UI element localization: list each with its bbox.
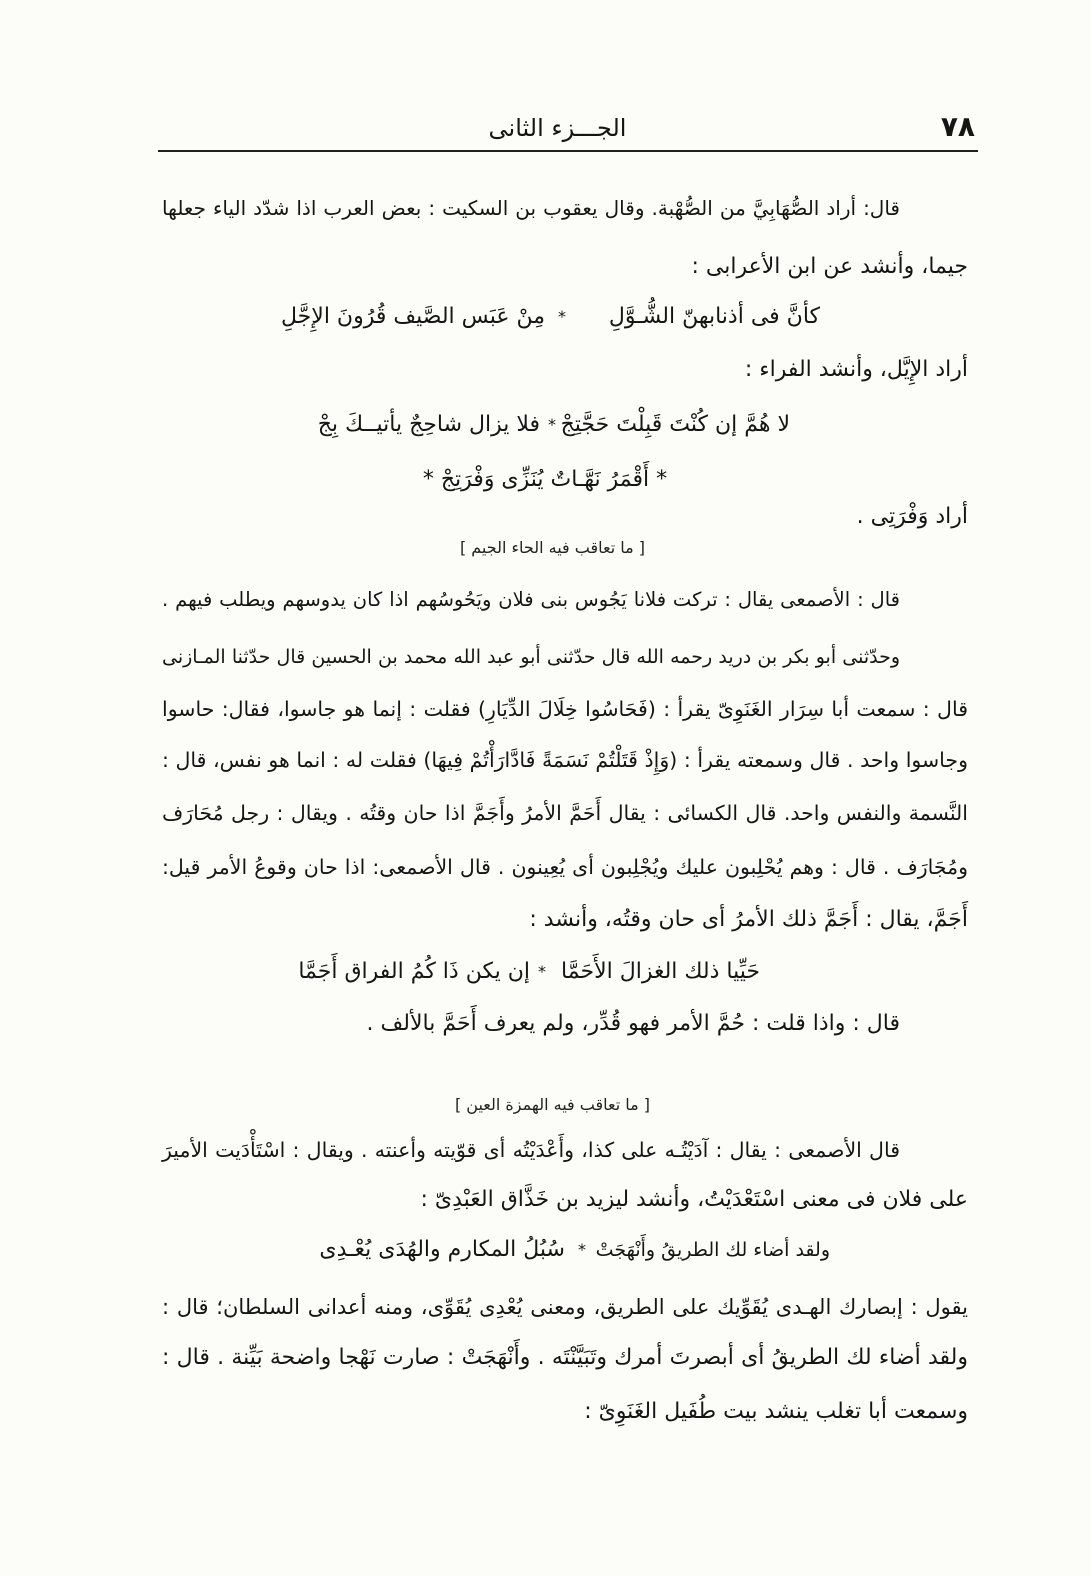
page-number: ٧٨ xyxy=(940,110,975,143)
verse-separator: * xyxy=(578,1240,586,1259)
text-line: قال الأصمعى : يقال : آدَيْتُـه على كذا، وأَعْدَيْتُه أى قوّيته وأعنته . ويقال : اسْتَأْدَيت الأميرَ xyxy=(162,1138,900,1162)
verse-separator: * xyxy=(548,415,556,434)
text-line: قال : واذا قلت : حُمَّ الأمر فهو قُدِّر، ولم يعرف أَحَمَّ بالألف . xyxy=(366,1011,900,1036)
text-line: النَّسمة والنفس واحد. قال الكسائى : يقال أَحَمَّ الأمرُ وأَجَمَّ اذا حان وقتُه . ويقال : رجل مُحَارَف xyxy=(162,801,968,825)
text-line: وسمعت أبا تغلب ينشد بيت طُفَيل الغَنَوِىّ : xyxy=(584,1399,968,1424)
text-line: وحدّثنى أبو بكر بن دريد رحمه الله قال حدّثنى أبو عبد الله محمد بن الحسين قال حدّثنا المـازنى xyxy=(162,646,900,668)
verse-line xyxy=(0,1235,1091,1265)
section-heading: [ ما تعاقب فيه الحاء الجيم ] xyxy=(459,538,646,557)
verse-separator: * xyxy=(538,962,546,981)
verse-single-line: * أَقْمَرُ نَهَّـاتٌ يُنَزِّى وَفْرَتِجْ * xyxy=(422,467,668,492)
text-line: قال : سمعت أبا سِرَار الغَنَوِىّ يقرأ : (فَحَاسُوا خِلَالَ الدِّيَارِ) فقلت : إنما هو جاسوا، فقال: حاسوا xyxy=(162,697,968,721)
text-line: قال : الأصمعى يقال : تركت فلانا يَجُوس بنى فلان ويَحُوسُهم اذا كان يدوسهم ويطلب فيهم . xyxy=(162,588,900,611)
text-line: أراد الإِيَّل، وأنشد الفراء : xyxy=(744,357,968,382)
verse-first-hemistich: حَيِّيا ذلك الغزالَ الأَحَمَّا xyxy=(561,959,760,984)
text-line: ومُجَارَف . قال : وهم يُحْلِبون عليك ويُجْلِبون أى يُعِينون . قال الأصمعى: اذا حان وقوعُ الأمر قيل: xyxy=(162,855,968,879)
verse-second-hemistich: إن يكن ذَا كُمُ الفراق أَجَمَّا xyxy=(298,959,530,984)
verse-first-hemistich: ولقد أضاء لك الطريقُ وأَنْهَجَتْ xyxy=(595,1239,830,1261)
text-line: وجاسوا واحد . قال وسمعته يقرأ : (وَإِذْ قَتَلْتُمْ نَسَمَةً فَادَّارَأْتُمْ فِيهَا) فقلت له : انما هو نفس، قال : xyxy=(162,748,968,772)
text-line: أَجَمَّ، يقال : أَجَمَّ ذلك الأمرُ أى حان وقتُه، وأنشد : xyxy=(529,907,968,932)
verse-second-hemistich: سُبُلُ المكارم والهُدَى يُعْـدِى xyxy=(319,1237,565,1262)
verse-line xyxy=(0,957,1091,987)
verse-first-hemistich: لا هُمَّ إن كُنْتَ قَبِلْتَ حَجَّتِجْ xyxy=(560,412,790,437)
verse-separator: * xyxy=(558,307,566,326)
text-line: على فلان فى معنى اسْتَعْدَيْتُ، وأنشد ليزيد بن خَذَّاق العَبْدِىّ : xyxy=(420,1187,968,1212)
running-title: الجـــزء الثانى xyxy=(488,114,627,142)
text-line: أراد وَفْرَتِى . xyxy=(856,504,968,529)
section-heading: [ ما تعاقب فيه الهمزة العين ] xyxy=(454,1095,651,1114)
header-rule xyxy=(158,150,978,152)
verse-first-hemistich: كأنَّ فى أذنابهنّ الشُّـوَّلِ xyxy=(608,304,820,329)
text-line: ولقد أضاء لك الطريقُ أى أبصرتَ أمرك وتَبَيَّنْتَه . وأَنْهَجَتْ : صارت نَهْجا واضحة بَيِّنة . قال : xyxy=(162,1345,968,1370)
text-line: جيما، وأنشد عن ابن الأعرابى : xyxy=(691,254,968,279)
text-line: قال: أراد الصُّهَابِيَّ من الصُّهْبة. وقال يعقوب بن السكيت : بعض العرب اذا شدّد الياء جعلها xyxy=(162,196,900,220)
text-line: يقول : إبصارك الهـدى يُقَوِّيك على الطريق، ومعنى يُعْدِى يُقَوِّى، ومنه أعدانى السلطان؛ قال : xyxy=(162,1295,968,1319)
verse-line xyxy=(0,302,1091,332)
verse-line xyxy=(0,410,1091,440)
verse-second-hemistich: مِنْ عَبَس الصَّيف قُرُونَ الإِجَّلِ xyxy=(281,304,545,329)
verse-second-hemistich: فلا يزال شاحِجٌ يأتيــكَ بِجْ xyxy=(317,412,540,437)
